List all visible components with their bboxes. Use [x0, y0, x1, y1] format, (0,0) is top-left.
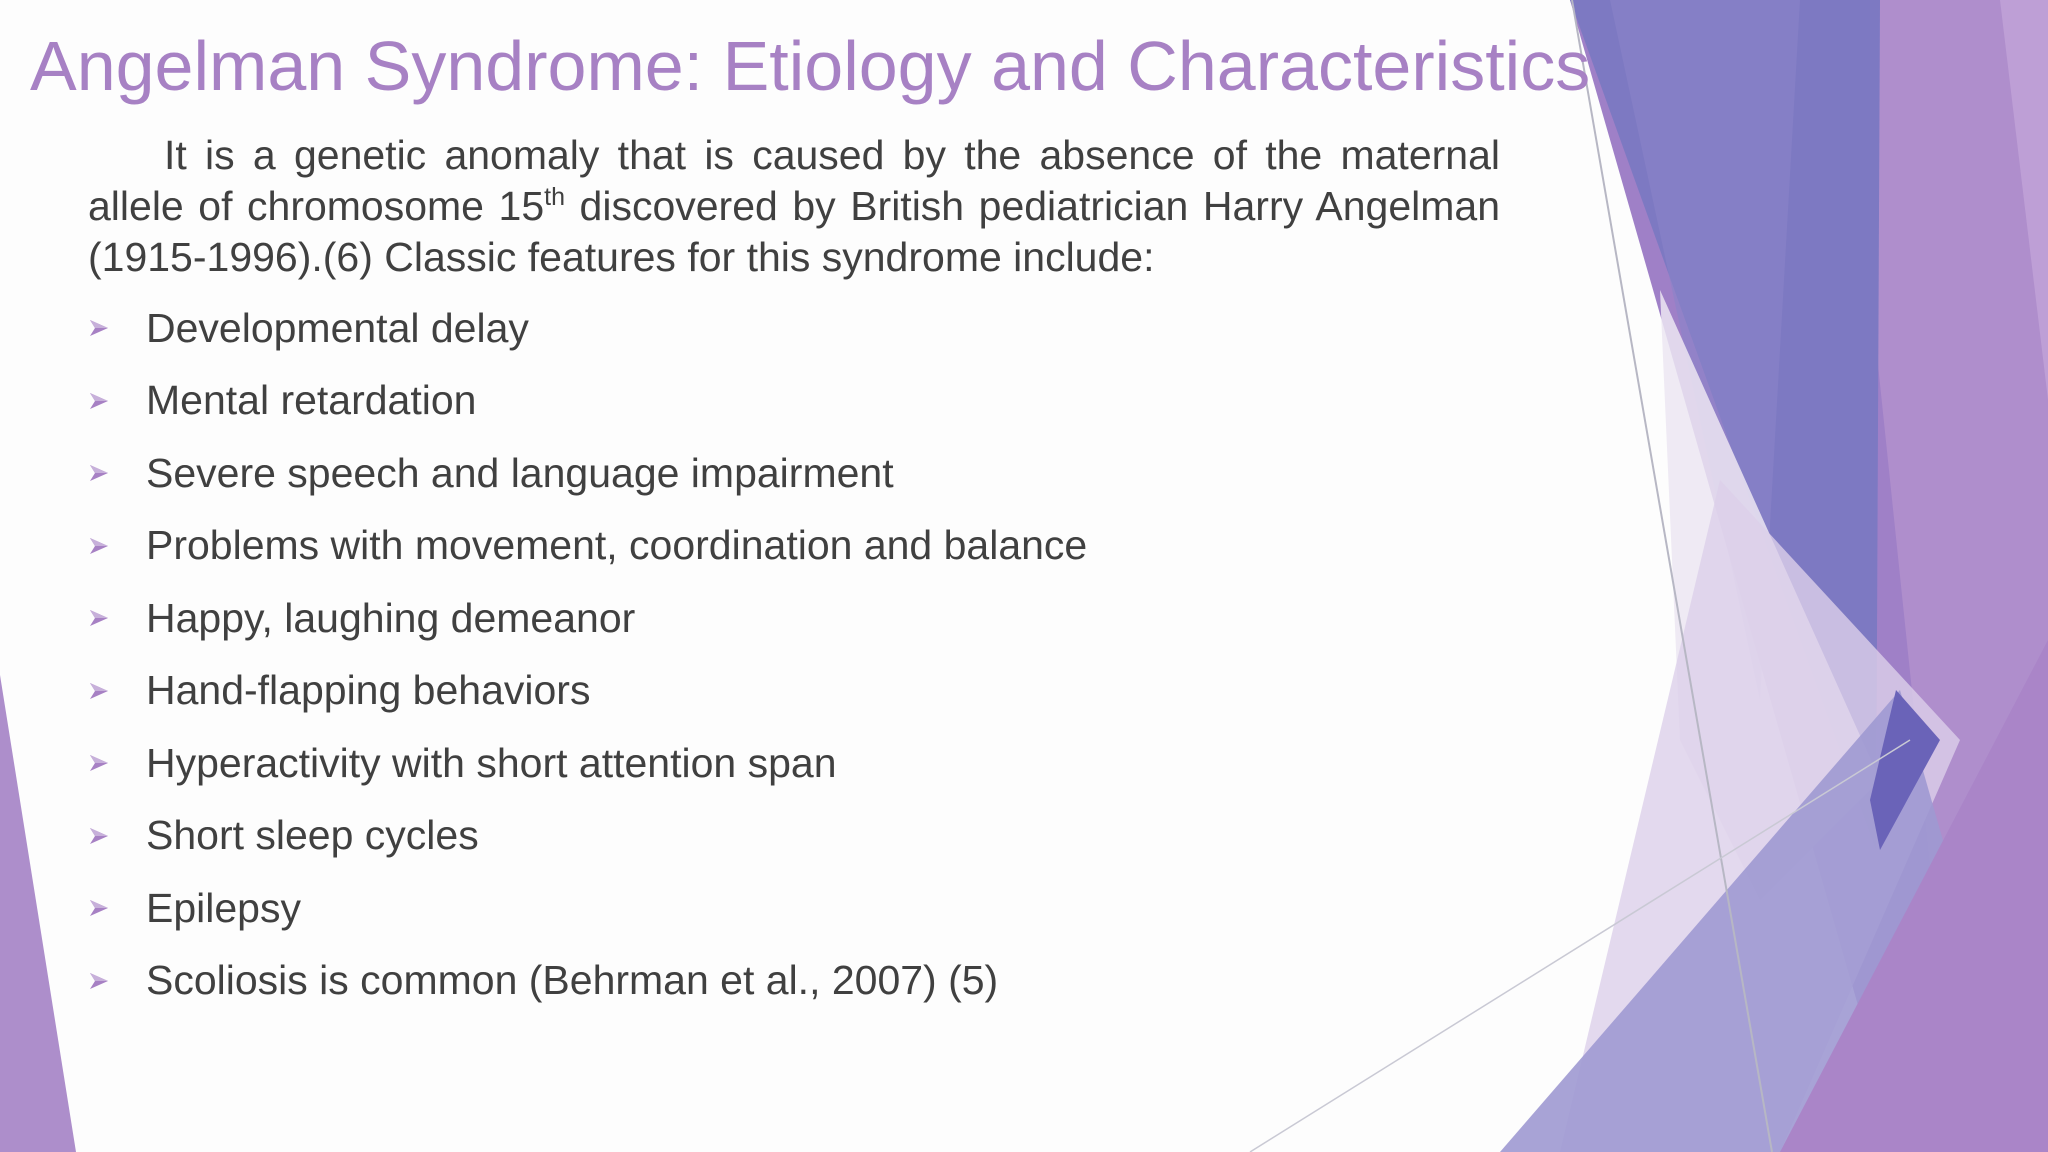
arrowhead-bullet-icon: [88, 603, 146, 633]
list-item: [88, 437, 1087, 510]
arrowhead-bullet-icon: [88, 748, 146, 778]
list-item-label: Hyperactivity with short attention span: [146, 739, 837, 786]
list-item-label: Severe speech and language impairment: [146, 449, 894, 496]
arrowhead-bullet-icon: [88, 966, 146, 996]
list-item-label: Epilepsy: [146, 884, 301, 931]
list-item-label: Mental retardation: [146, 377, 477, 424]
intro-text-part1: It is a genetic anomaly that is caused by the absence of the maternal allele of chromosome 15: [88, 132, 1500, 229]
intro-superscript: th: [544, 183, 565, 211]
intro-text-part2: discovered by British pediatrician Harry Angelman (1915-1996).(6) Classic features for this syndrome include:: [88, 183, 1500, 280]
list-item: [88, 292, 1087, 365]
list-item-label: Developmental delay: [146, 304, 529, 351]
list-item: [88, 727, 1087, 800]
list-item-label: Scoliosis is common (Behrman et al., 2007) (5): [146, 957, 999, 1004]
intro-paragraph: [88, 130, 1500, 283]
arrowhead-bullet-icon: [88, 821, 146, 851]
list-item: [88, 655, 1087, 728]
list-item-label: Happy, laughing demeanor: [146, 594, 636, 641]
list-item: [88, 872, 1087, 945]
list-item-label: Short sleep cycles: [146, 812, 479, 859]
left-edge-shape: [0, 675, 76, 1152]
arrowhead-bullet-icon: [88, 386, 146, 416]
list-item: [88, 510, 1087, 583]
list-item: [88, 582, 1087, 655]
list-item: [88, 945, 1087, 1018]
arrowhead-bullet-icon: [88, 676, 146, 706]
arrowhead-bullet-icon: [88, 531, 146, 561]
feature-list: [88, 292, 1087, 1017]
list-item-label: Problems with movement, coordination and balance: [146, 522, 1088, 569]
arrowhead-bullet-icon: [88, 458, 146, 488]
list-item-label: Hand-flapping behaviors: [146, 667, 591, 714]
list-item: [88, 800, 1087, 873]
slide-title: Angelman Syndrome: Etiology and Characteristics: [30, 27, 1591, 105]
list-item: [88, 365, 1087, 438]
arrowhead-bullet-icon: [88, 893, 146, 923]
arrowhead-bullet-icon: [88, 313, 146, 343]
